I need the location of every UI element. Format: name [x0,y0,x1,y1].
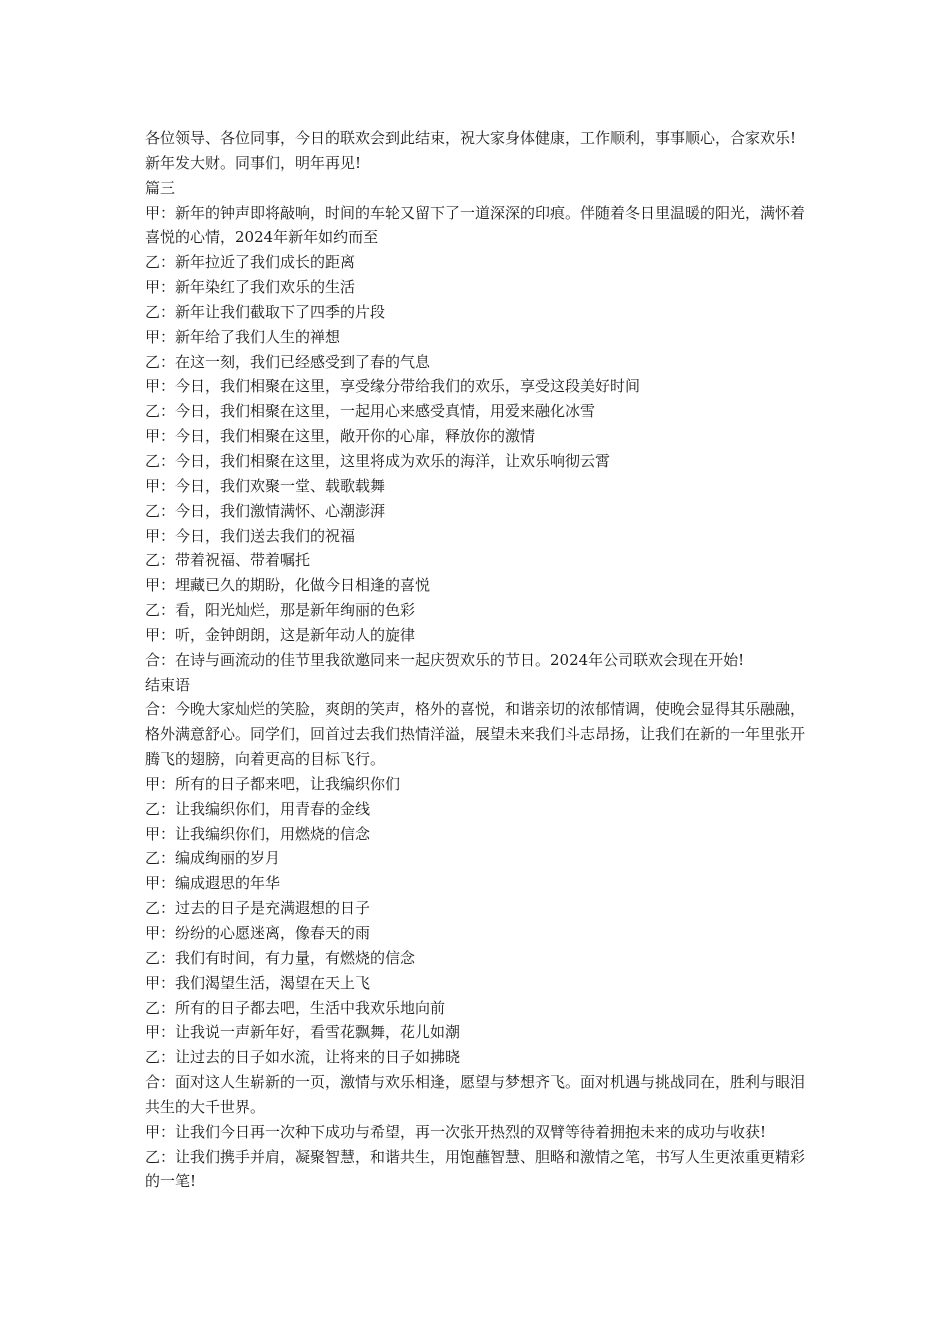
dialogue-line: 乙：今日，我们激情满怀、心潮澎湃 [145,501,386,520]
dialogue-line: 乙：所有的日子都去吧，生活中我欢乐地向前 [145,998,446,1017]
dialogue-line: 乙：让过去的日子如水流，让将来的日子如拂晓 [145,1048,461,1067]
dialogue-line: 甲：纷纷的心愿迷离，像春天的雨 [145,924,371,942]
document-body [145,126,810,1194]
dialogue-line: 乙：让我们携手并肩，凝聚智慧，和谐共生，用饱蘸智慧、胆略和激情之笔，书写人生更浓重更精彩的一笔! [145,1147,806,1191]
dialogue-line: 合：在诗与画流动的佳节里我欲邀同来一起庆贺欢乐的节日。2024年公司联欢会现在开始! [145,650,745,669]
dialogue-line: 甲：埋藏已久的期盼，化做今日相逢的喜悦 [145,576,431,595]
dialogue-line: 甲：新年给了我们人生的禅想 [145,327,341,346]
dialogue-line: 乙：让我编织你们，用青春的金线 [145,799,371,818]
dialogue-line: 乙：新年让我们截取下了四季的片段 [145,302,386,321]
paragraph-closing-greeting: 各位领导、各位同事，今日的联欢会到此结束，祝大家身体健康，工作顺利，事事顺心，合家欢乐!新年发大财。同事们，明年再见! [145,129,797,172]
dialogue-line: 甲：所有的日子都来吧，让我编织你们 [145,774,401,793]
dialogue-line: 甲：今日，我们欢聚一堂、载歌载舞 [145,476,386,495]
dialogue-line: 甲：我们渴望生活，渴望在天上飞 [145,973,371,992]
dialogue-line: 乙：今日，我们相聚在这里，一起用心来感受真情，用爱来融化冰雪 [145,402,596,421]
dialogue-line: 甲：听，金钟朗朗，这是新年动人的旋律 [145,625,416,644]
dialogue-line: 甲：今日，我们送去我们的祝福 [145,526,356,545]
dialogue-line: 乙：带着祝福、带着嘱托 [145,551,311,570]
dialogue-line: 乙：我们有时间，有力量，有燃烧的信念 [145,948,416,967]
dialogue-line: 甲：让我说一声新年好，看雪花飘舞，花儿如潮 [145,1023,461,1042]
dialogue-line: 乙：过去的日子是充满遐想的日子 [145,899,371,918]
dialogue-line: 乙：编成绚丽的岁月 [145,849,281,868]
section-heading-closing: 结束语 [145,675,191,694]
dialogue-line: 甲：新年的钟声即将敲响，时间的车轮又留下了一道深深的印痕。伴随着冬日里温暖的阳光，满怀着喜悦的心情，2024年新年如约而至 [145,203,806,247]
dialogue-line: 甲：让我们今日再一次种下成功与希望，再一次张开热烈的双臂等待着拥抱未来的成功与收获! [145,1122,767,1141]
dialogue-line: 甲：让我编织你们，用燃烧的信念 [145,824,371,843]
dialogue-line: 甲：今日，我们相聚在这里，敞开你的心扉，释放你的激情 [145,427,536,446]
dialogue-line: 合：面对这人生崭新的一页，激情与欢乐相逢，愿望与梦想齐飞。面对机遇与挑战同在，胜利与眼泪共生的大千世界。 [145,1073,806,1116]
dialogue-line: 乙：看，阳光灿烂，那是新年绚丽的色彩 [145,601,416,620]
dialogue-line: 甲：编成遐思的年华 [145,874,281,893]
dialogue-line: 乙：新年拉近了我们成长的距离 [145,253,356,272]
section-heading-part-three: 篇三 [145,178,176,197]
dialogue-line: 甲：今日，我们相聚在这里，享受缘分带给我们的欢乐，享受这段美好时间 [145,377,641,396]
dialogue-line: 甲：新年染红了我们欢乐的生活 [145,278,356,297]
dialogue-line: 乙：在这一刻，我们已经感受到了春的气息 [145,352,431,371]
dialogue-line: 合：今晚大家灿烂的笑脸，爽朗的笑声，格外的喜悦，和谐亲切的浓郁情调，使晚会显得其乐融融，格外满意舒心。同学们，回首过去我们热情洋溢，展望未来我们斗志昂扬，让我们在新的一年里张开腾飞的翅膀，向着更高的目标飞行。 [145,700,806,769]
dialogue-line: 乙：今日，我们相聚在这里，这里将成为欢乐的海洋，让欢乐响彻云霄 [145,451,611,470]
